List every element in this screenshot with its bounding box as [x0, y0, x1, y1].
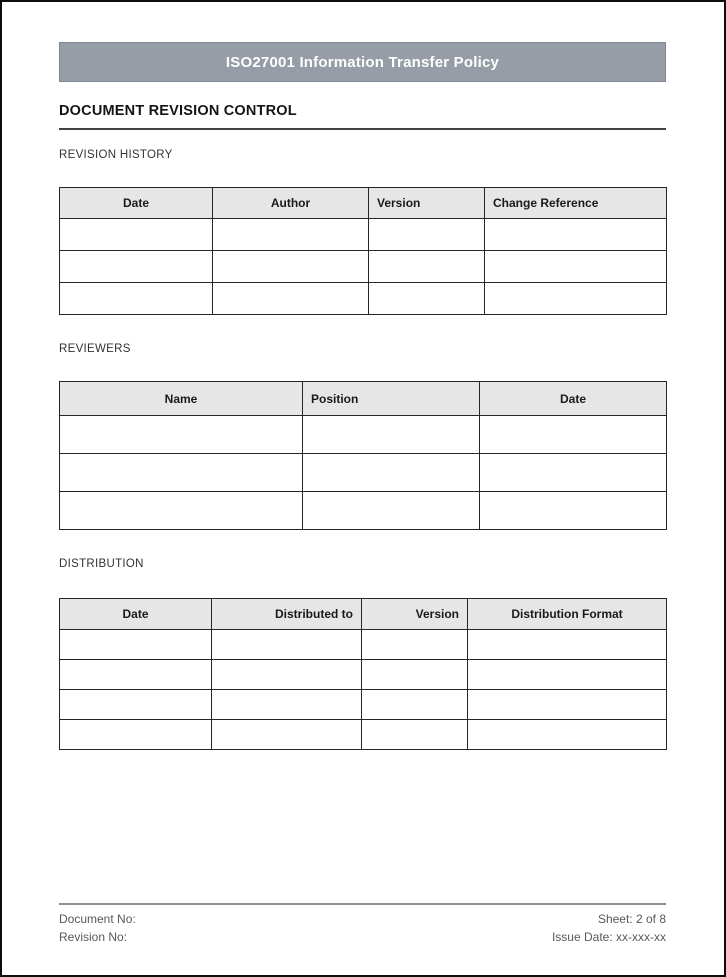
empty-cell [60, 219, 213, 251]
distribution-table [59, 598, 667, 750]
empty-cell [480, 492, 667, 530]
empty-cell [60, 283, 213, 315]
empty-cell [60, 454, 303, 492]
empty-cell [468, 660, 667, 690]
document-title-banner [59, 42, 666, 82]
empty-cell [60, 720, 212, 750]
distribution-label: DISTRIBUTION [59, 558, 144, 570]
empty-cell [303, 416, 480, 454]
table-row [60, 492, 667, 530]
empty-cell [480, 416, 667, 454]
empty-cell [468, 720, 667, 750]
column-header-date: Date [60, 599, 212, 630]
empty-cell [212, 720, 362, 750]
footer-right [552, 910, 666, 946]
revision-history-table [59, 187, 667, 315]
empty-cell [369, 219, 485, 251]
empty-cell [485, 283, 667, 315]
empty-cell [60, 492, 303, 530]
document-no-label: Document No: [59, 912, 136, 926]
footer [59, 910, 666, 946]
reviewers-table [59, 381, 667, 530]
table-header-row [60, 599, 667, 630]
empty-cell [212, 660, 362, 690]
empty-cell [60, 690, 212, 720]
empty-cell [60, 251, 213, 283]
table-row [60, 219, 667, 251]
table-row [60, 283, 667, 315]
revision-no-label: Revision No: [59, 930, 128, 944]
empty-cell [480, 454, 667, 492]
empty-cell [60, 630, 212, 660]
empty-cell [60, 660, 212, 690]
empty-cell [468, 630, 667, 660]
column-header-version: Version [362, 599, 468, 630]
footer-left [59, 910, 136, 946]
table-header-row [60, 188, 667, 219]
empty-cell [485, 251, 667, 283]
column-header-distributed-to: Distributed to [212, 599, 362, 630]
sheet-number: Sheet: 2 of 8 [597, 912, 666, 926]
table-row [60, 251, 667, 283]
column-header-date: Date [60, 188, 213, 219]
reviewers-label: REVIEWERS [59, 343, 131, 355]
column-header-version: Version [369, 188, 485, 219]
revision-history-label: REVISION HISTORY [59, 149, 173, 161]
issue-date: Issue Date: xx-xxx-xx [551, 930, 666, 944]
column-header-change-reference: Change Reference [485, 188, 667, 219]
footer-rule [59, 903, 666, 905]
table-row [60, 454, 667, 492]
column-header-position: Position [303, 382, 480, 416]
page-heading: DOCUMENT REVISION CONTROL [59, 103, 297, 119]
table-row [60, 660, 667, 690]
empty-cell [60, 416, 303, 454]
empty-cell [369, 283, 485, 315]
table-row [60, 690, 667, 720]
column-header-name: Name [60, 382, 303, 416]
empty-cell [303, 492, 480, 530]
empty-cell [485, 219, 667, 251]
table-row [60, 630, 667, 660]
empty-cell [362, 720, 468, 750]
empty-cell [369, 251, 485, 283]
empty-cell [362, 690, 468, 720]
table-header-row [60, 382, 667, 416]
empty-cell [213, 251, 369, 283]
heading-rule [59, 128, 666, 130]
empty-cell [213, 219, 369, 251]
empty-cell [213, 283, 369, 315]
table-row [60, 416, 667, 454]
empty-cell [362, 630, 468, 660]
empty-cell [468, 690, 667, 720]
empty-cell [303, 454, 480, 492]
document-title: ISO27001 Information Transfer Policy [225, 53, 500, 71]
column-header-date: Date [480, 382, 667, 416]
empty-cell [212, 630, 362, 660]
empty-cell [212, 690, 362, 720]
table-row [60, 720, 667, 750]
column-header-distribution-format: Distribution Format [468, 599, 667, 630]
column-header-author: Author [213, 188, 369, 219]
empty-cell [362, 660, 468, 690]
